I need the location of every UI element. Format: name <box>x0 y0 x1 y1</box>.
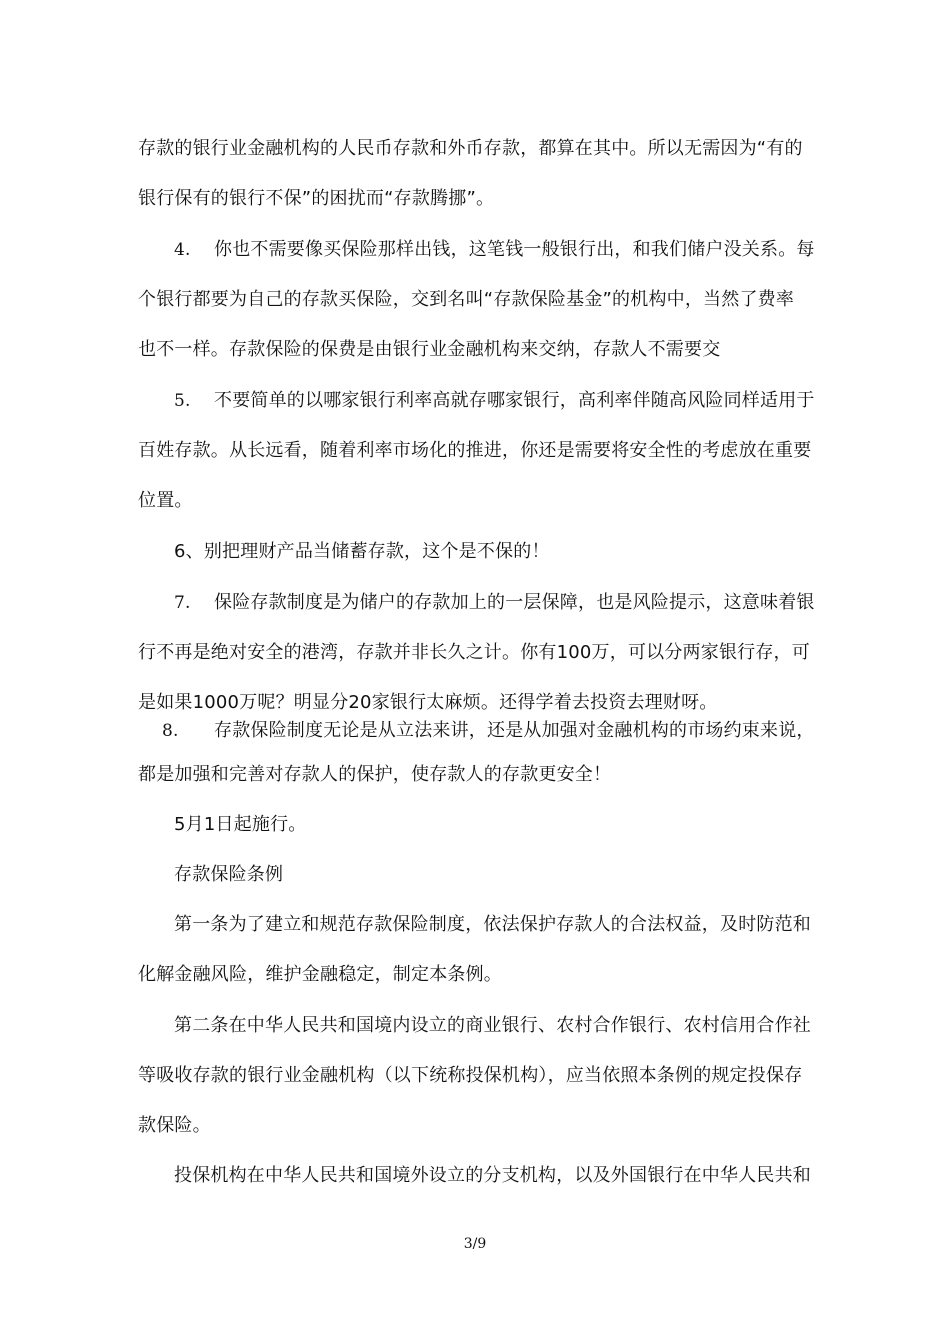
text-line: 投保机构在中华人民共和国境外设立的分支机构，以及外国银行在中华人民共和 <box>174 1165 811 1186</box>
text-line: 第一条为了建立和规范存款保险制度，依法保护存款人的合法权益，及时防范和 <box>174 914 811 935</box>
numbered-paragraph-4 <box>174 237 854 263</box>
text-line: 你也不需要像买保险那样出钱，这笔钱一般银行出，和我们储户没关系。每 <box>214 239 815 260</box>
list-number: 5. <box>174 391 191 411</box>
text-line: 存款保险制度无论是从立法来讲，还是从加强对金融机构的市场约束来说， <box>214 720 815 741</box>
text-line: 等吸收存款的银行业金融机构（以下统称投保机构），应当依照本条例的规定投保存 <box>138 1065 803 1086</box>
text-line: 存款的银行业金融机构的人民币存款和外币存款，都算在其中。所以无需因为“有的 <box>138 138 803 159</box>
text-line: 保险存款制度是为储户的存款加上的一层保障，也是风险提示，这意味着银 <box>214 592 815 613</box>
text-line: 都是加强和完善对存款人的保护，使存款人的存款更安全！ <box>138 764 612 785</box>
text-line: 也不一样。存款保险的保费是由银行业金融机构来交纳，存款人不需要交 <box>138 339 721 360</box>
text-line: 6、别把理财产品当储蓄存款，这个是不保的！ <box>174 541 550 562</box>
text-line: 是如果1000万呢？明显分20家银行太麻烦。还得学着去投资去理财呀。 <box>138 692 718 713</box>
text-line: 第二条在中华人民共和国境内设立的商业银行、农村合作银行、农村信用合作社 <box>174 1015 811 1036</box>
list-number: 4. <box>174 240 191 260</box>
page-number: 3/9 <box>463 1236 487 1252</box>
text-line: 百姓存款。从长远看，随着利率市场化的推进，你还是需要将安全性的考虑放在重要 <box>138 440 812 461</box>
list-number: 8. <box>162 721 179 741</box>
text-line: 不要简单的以哪家银行利率高就存哪家银行，高利率伴随高风险同样适用于 <box>214 390 815 411</box>
text-line: 化解金融风险，维护金融稳定，制定本条例。 <box>138 964 502 985</box>
text-line: 5月1日起施行。 <box>174 814 307 835</box>
numbered-paragraph-5 <box>174 388 854 414</box>
text-line: 银行保有的银行不保”的困扰而“存款腾挪”。 <box>138 188 495 209</box>
text-line: 行不再是绝对安全的港湾，存款并非长久之计。你有100万，可以分两家银行存，可 <box>138 642 810 663</box>
text-line: 款保险。 <box>138 1115 211 1136</box>
list-number: 7. <box>174 593 191 613</box>
text-line: 个银行都要为自己的存款买保险，交到名叫“存款保险基金”的机构中，当然了费率 <box>138 289 795 310</box>
numbered-paragraph-7 <box>174 590 854 616</box>
numbered-paragraph-8 <box>162 718 842 744</box>
section-title: 存款保险条例 <box>174 864 284 885</box>
text-line: 位置。 <box>138 490 193 511</box>
